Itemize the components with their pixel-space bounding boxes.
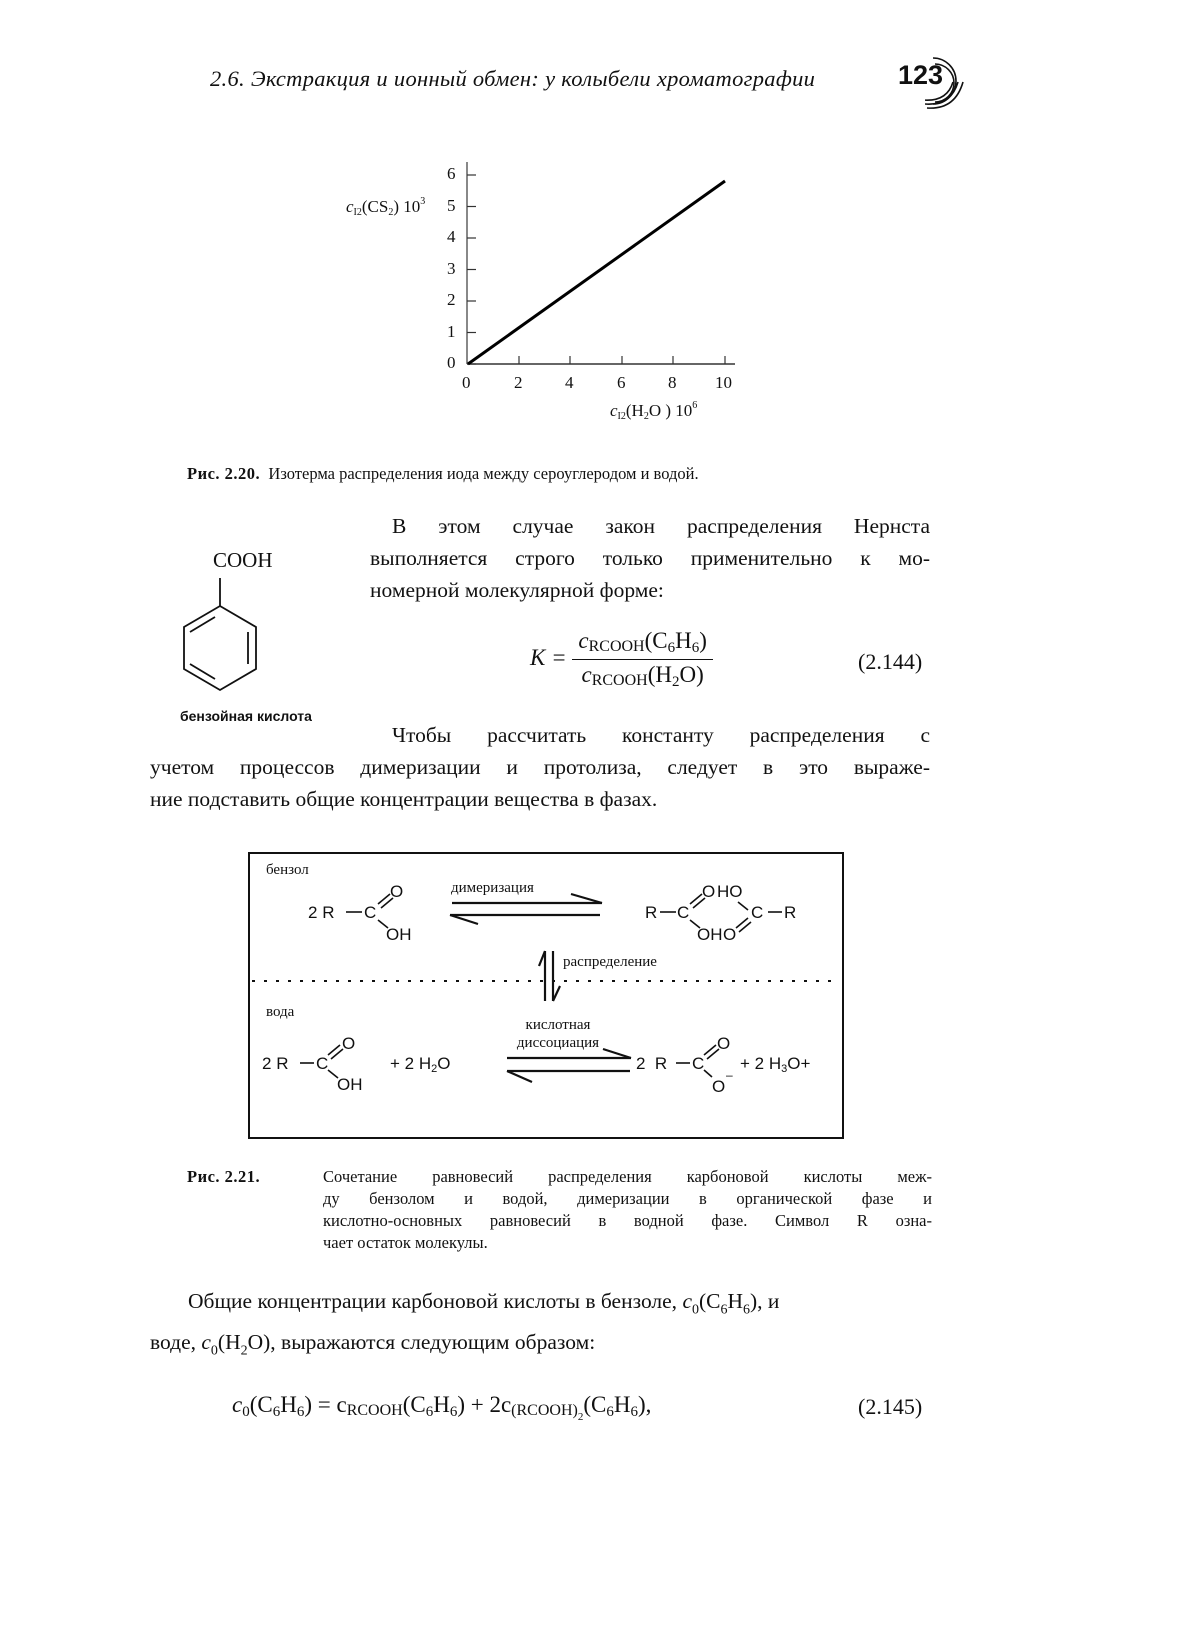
benzene-ring-icon: [170, 575, 280, 695]
acid-monomer-benzene: 2 R: [308, 903, 335, 922]
dissociation-label: кислотная диссоциация: [516, 1017, 600, 1051]
carbon-atom: C: [316, 1054, 329, 1073]
hydroxyl-group: OH: [386, 925, 412, 944]
x-tick: 10: [715, 373, 732, 392]
phase-label-water: вода: [266, 1004, 295, 1020]
benzoic-acid-label: бензойная кислота: [180, 708, 312, 724]
y-tick: 6: [447, 164, 456, 183]
carboxylate-anion: 2 R: [636, 1054, 668, 1073]
equation-number-2-144: (2.144): [858, 649, 923, 674]
hydroxyl-group: OH: [337, 1075, 363, 1094]
distribution-label: распределение: [563, 954, 657, 970]
negative-charge: –: [726, 1068, 733, 1082]
carbon-atom: C: [692, 1054, 705, 1073]
x-tick: 2: [514, 373, 523, 392]
x-tick: 8: [668, 373, 677, 392]
oxygen-atom: O: [717, 1034, 731, 1053]
isotherm-chart: [440, 160, 750, 380]
oxygen-atom: O: [390, 882, 404, 901]
paragraph-3: Общие концентрации карбоновой кислоты в бензоле, $c_0(C_6H_6)$, и воде, $c_0(H_2O)$, выражаются следующим образом:: [150, 1289, 780, 1359]
dimer-carbon-left: C: [677, 903, 690, 922]
paragraph-1: В этом случае закон распределения Нернста выполняется строго только применительно к мо- номерной молекулярной форме:: [370, 514, 930, 602]
acid-monomer-water: 2 R: [262, 1054, 289, 1073]
isotherm-line: [468, 181, 725, 364]
equation-number-2-145: (2.145): [858, 1394, 923, 1419]
y-tick: 0: [447, 353, 456, 372]
y-tick: 3: [447, 259, 456, 278]
page-number: 123: [898, 60, 944, 90]
y-tick: 2: [447, 290, 456, 309]
hydronium-term: + 2 $H_3O+$: [740, 1054, 811, 1075]
reaction-scheme-graphics: [248, 852, 844, 1140]
paragraph-2: Чтобы рассчитать константу распределения с учетом процессов димеризации и протолиза, следует в это выраже- ние подставить общие концентрации вещества в фазах.: [150, 723, 930, 811]
dimer-R-left: R: [645, 903, 658, 922]
dimer-oxygen-bottom: O: [723, 925, 737, 944]
figure-2-21-caption: Рис. 2.21. Сочетание равновесий распределения карбоновой кислоты меж- ду бензолом и водой, димеризации в органической фазе и кислотно-основных равновесий в водной фазе. Символ R озна- чает остаток молекулы.: [187, 1167, 932, 1252]
running-header: 2.6. Экстракция и ионный обмен: у колыбели хроматографии: [210, 66, 816, 91]
benzoic-acid-group: COOH: [213, 548, 273, 572]
x-tick: 4: [565, 373, 574, 392]
x-tick: 0: [462, 373, 471, 392]
equation-2-145: $c_0(C_6H_6)$ = $cRCOOH(C_6H_6)$ + $2c(RCOOH)_2(C_6H_6)$,: [232, 1392, 652, 1423]
x-axis-label: $c_{I2}(H_2O$ ) $10^6$: [610, 400, 698, 422]
dimer-carbon-right: C: [751, 903, 764, 922]
oxygen-atom: O: [342, 1034, 356, 1053]
dimer-HO: HO: [717, 882, 743, 901]
dimer-oxygen-top: O: [702, 882, 716, 901]
dimer-R-right: R: [784, 903, 797, 922]
oxygen-anion: O: [712, 1077, 726, 1096]
y-tick: 1: [447, 322, 456, 341]
dimerization-label: димеризация: [451, 880, 534, 896]
page-number-arcs-icon: [925, 52, 975, 112]
water-term: + 2 $H_2O$: [390, 1054, 451, 1075]
figure-2-20-caption: Рис. 2.20. Изотерма распределения иода между сероуглеродом и водой.: [187, 464, 699, 483]
y-tick: 4: [447, 227, 456, 246]
y-axis-label: $c_{I2}(CS_2)$ $10^3$: [346, 196, 426, 218]
equation-2-144: K = $\frac{cRCOOH(C_6H_6)}{cRCOOH(H_2O)}$: [530, 628, 713, 691]
x-tick: 6: [617, 373, 626, 392]
y-tick: 5: [447, 196, 456, 215]
carbon-atom: C: [364, 903, 377, 922]
dimer-OH: OH: [697, 925, 723, 944]
phase-label-benzene: бензол: [266, 862, 309, 878]
